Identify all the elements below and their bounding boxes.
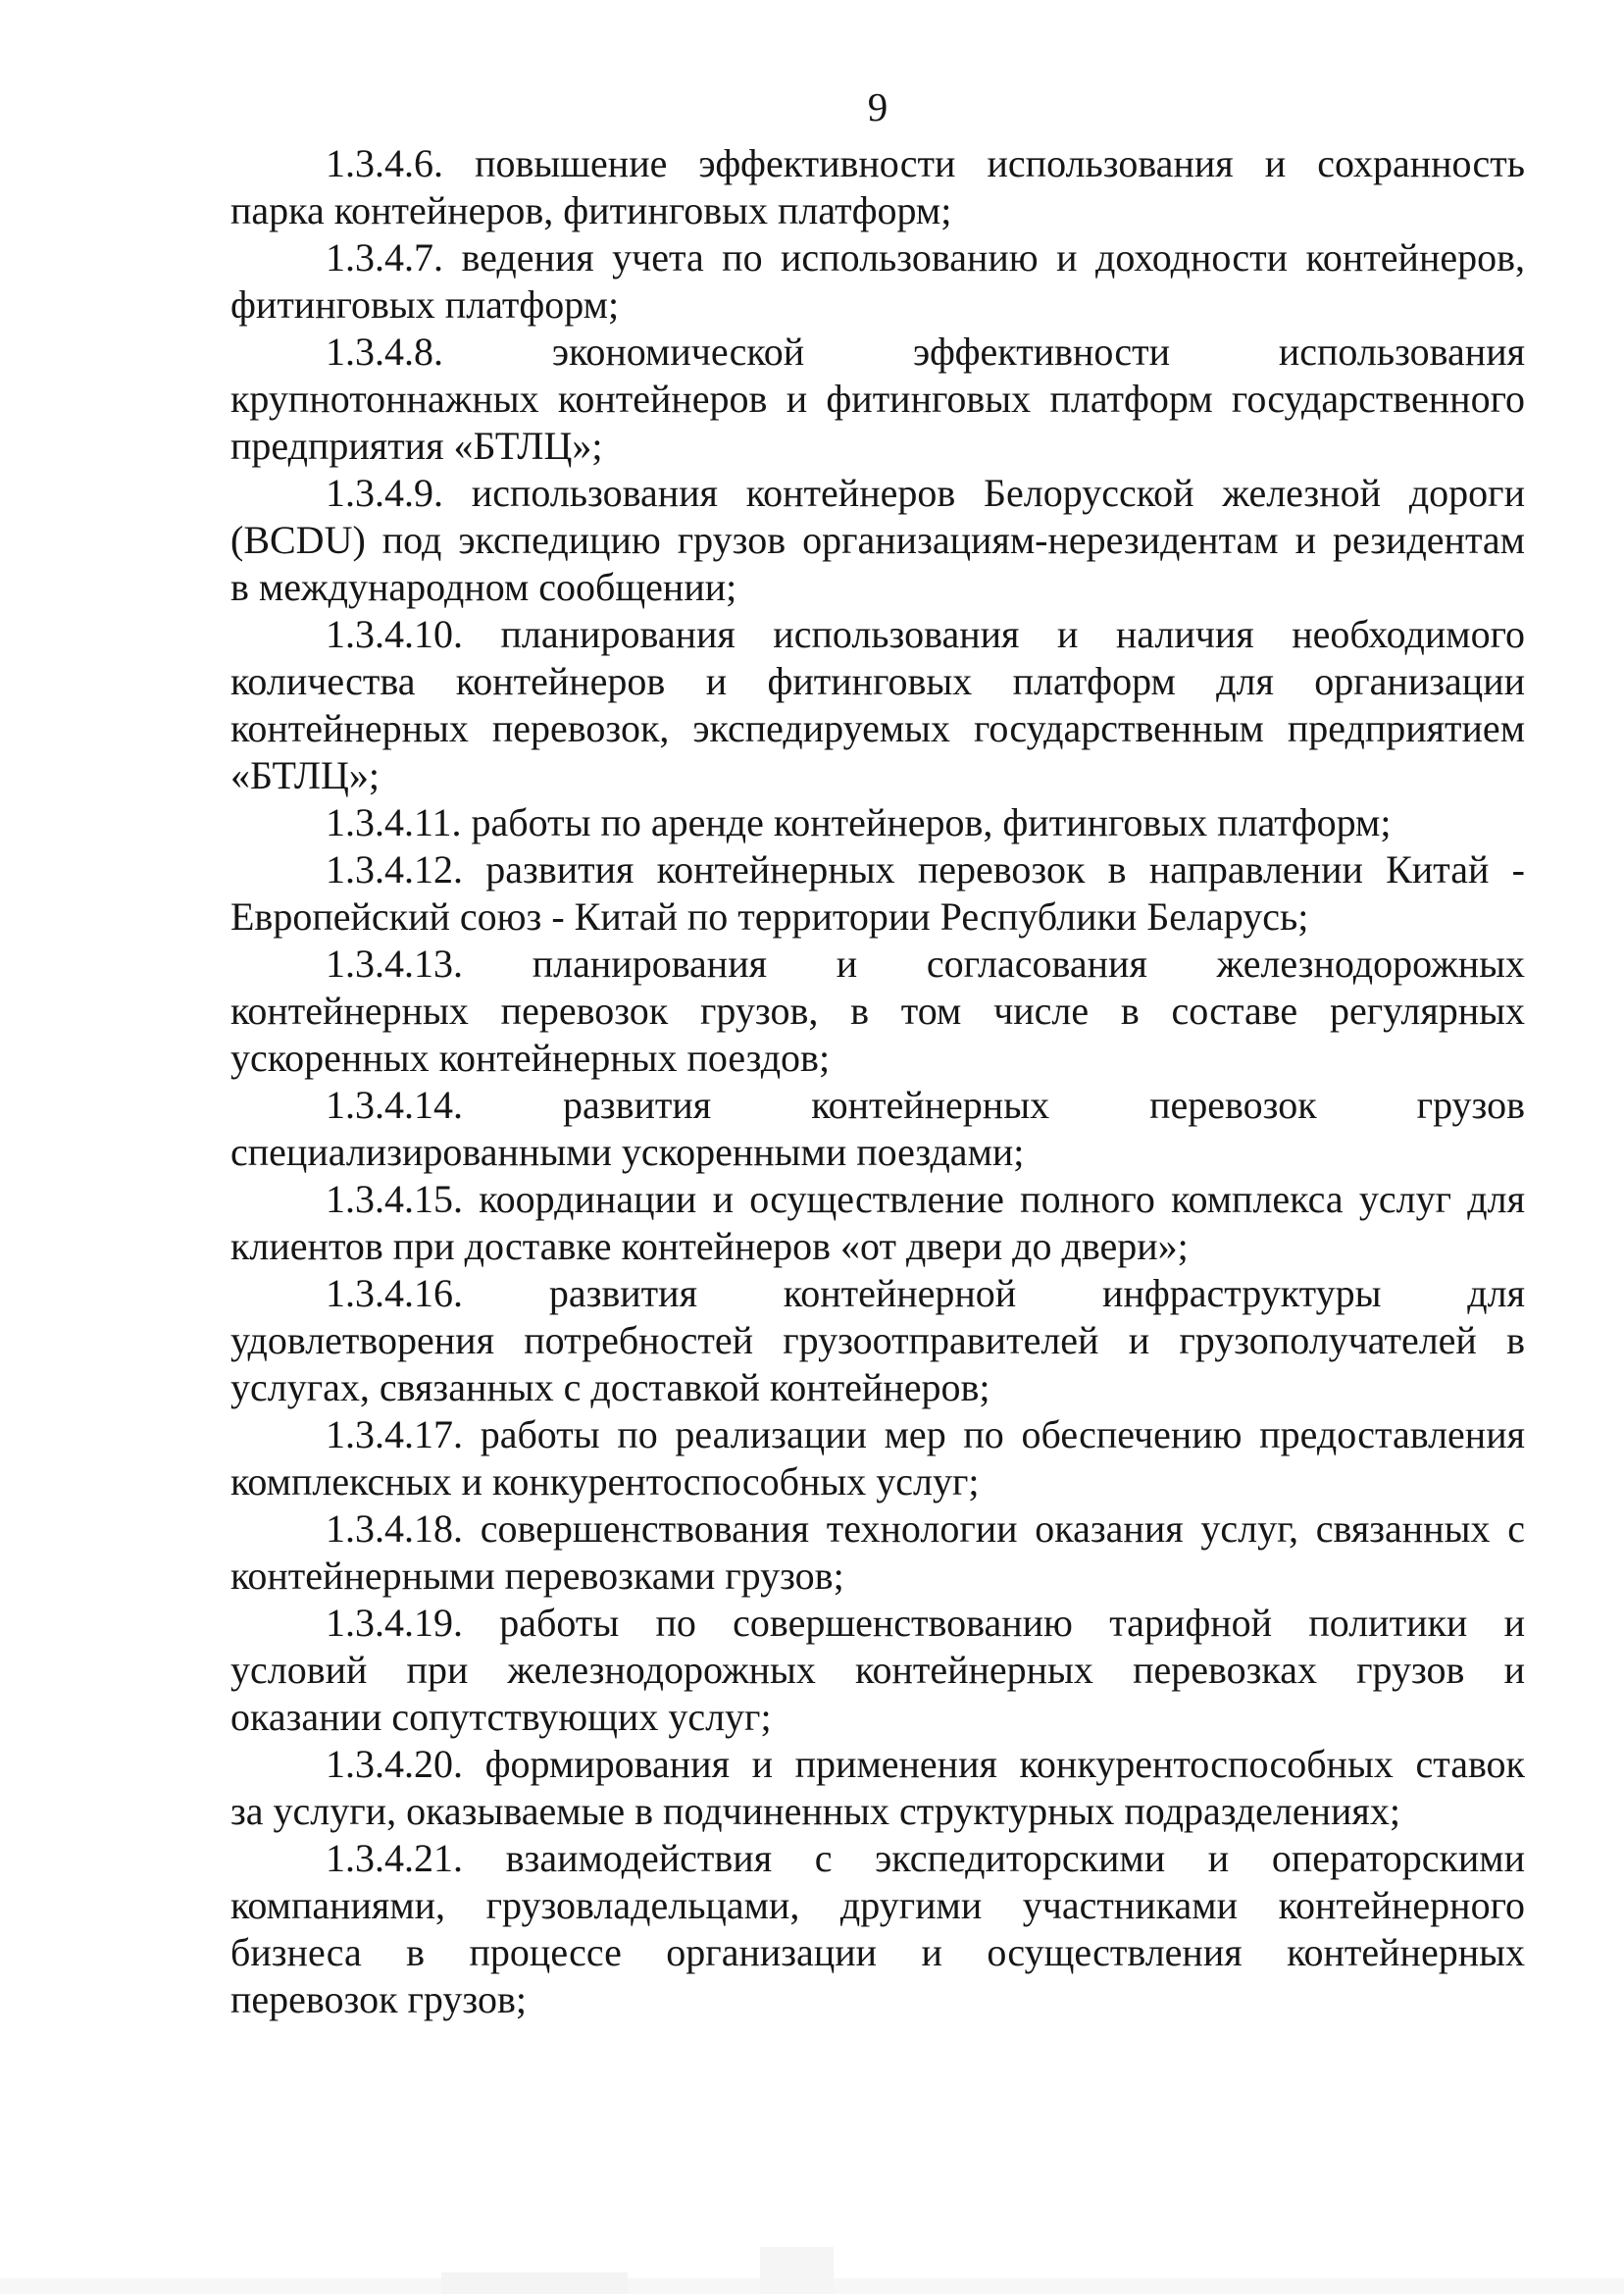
- paragraph-line: 1.3.4.18. совершенствования технологии оказания услуг, связанных с: [326, 1506, 1525, 1551]
- scan-artifact-blob: [441, 2272, 628, 2294]
- paragraph-line: крупнотоннажных контейнеров и фитинговых платформ государственного: [230, 377, 1525, 421]
- scan-artifact-blob: [760, 2247, 834, 2294]
- paragraph-line: 1.3.4.19. работы по совершенствованию тарифной политики и: [326, 1601, 1525, 1645]
- paragraph-line: условий при железнодорожных контейнерных перевозках грузов и: [230, 1648, 1525, 1692]
- paragraph-line: удовлетворения потребностей грузоотправителей и грузополучателей в: [230, 1318, 1525, 1362]
- paragraph-line: контейнерных перевозок, экспедируемых государственным предприятием: [230, 706, 1525, 750]
- paragraph-line: 1.3.4.17. работы по реализации мер по обеспечению предоставления: [326, 1412, 1525, 1456]
- paragraph-line: парка контейнеров, фитинговых платформ;: [230, 188, 952, 232]
- paragraph-line: 1.3.4.15. координации и осуществление полного комплекса услуг для: [326, 1177, 1525, 1221]
- paragraph-line: Европейский союз - Китай по территории Республики Беларусь;: [230, 894, 1309, 939]
- paragraph-line: услугах, связанных с доставкой контейнеров;: [230, 1365, 990, 1409]
- paragraph-line: 1.3.4.14. развития контейнерных перевозок грузов: [326, 1083, 1525, 1127]
- paragraph-line: клиентов при доставке контейнеров «от двери до двери»;: [230, 1224, 1189, 1268]
- paragraph-line: контейнерных перевозок грузов, в том числе в составе регулярных: [230, 989, 1525, 1033]
- paragraph-line: перевозок грузов;: [230, 1977, 527, 2021]
- paragraph-line: оказании сопутствующих услуг;: [230, 1695, 772, 1739]
- paragraph-line: «БТЛЦ»;: [230, 753, 381, 797]
- paragraph-line: 1.3.4.6. повышение эффективности использования и сохранность: [326, 141, 1525, 185]
- paragraph-line: (BCDU) под экспедицию грузов организациям-нерезидентам и резидентам: [230, 518, 1525, 562]
- paragraph-line: количества контейнеров и фитинговых платформ для организации: [230, 659, 1525, 703]
- paragraph-line: 1.3.4.8. экономической эффективности использования: [326, 330, 1525, 374]
- paragraph-line: контейнерными перевозками грузов;: [230, 1554, 844, 1598]
- paragraph-line: специализированными ускоренными поездами;: [230, 1130, 1025, 1174]
- paragraph-line: фитинговых платформ;: [230, 282, 620, 327]
- page-content: [230, 83, 1525, 2023]
- paragraph-line: в международном сообщении;: [230, 565, 737, 609]
- paragraph-line: 1.3.4.7. ведения учета по использованию и доходности контейнеров,: [326, 235, 1525, 280]
- paragraph-line: предприятия «БТЛЦ»;: [230, 424, 603, 468]
- paragraph-line: комплексных и конкурентоспособных услуг;: [230, 1459, 980, 1504]
- paragraph-line: 1.3.4.20. формирования и применения конкурентоспособных ставок: [326, 1742, 1525, 1786]
- document-body: [230, 140, 1525, 2023]
- paragraph-line: 1.3.4.11. работы по аренде контейнеров, фитинговых платформ;: [326, 800, 1392, 844]
- paragraph-line: 1.3.4.10. планирования использования и наличия необходимого: [326, 612, 1525, 656]
- paragraph-line: компаниями, грузовладельцами, другими участниками контейнерного: [230, 1883, 1525, 1927]
- paragraph-line: 1.3.4.9. использования контейнеров Белорусской железной дороги: [326, 471, 1525, 515]
- paragraph-line: бизнеса в процессе организации и осуществления контейнерных: [230, 1930, 1525, 1974]
- paragraph-line: 1.3.4.13. планирования и согласования железнодорожных: [326, 942, 1525, 986]
- paragraph-line: за услуги, оказываемые в подчиненных структурных подразделениях;: [230, 1789, 1400, 1833]
- page-number: 9: [867, 84, 888, 129]
- paragraph-line: 1.3.4.16. развития контейнерной инфраструктуры для: [326, 1271, 1525, 1315]
- paragraph-line: 1.3.4.12. развития контейнерных перевозок в направлении Китай -: [326, 847, 1525, 892]
- paragraph-line: ускоренных контейнерных поездов;: [230, 1036, 831, 1080]
- paragraph-line: 1.3.4.21. взаимодействия с экспедиторскими и операторскими: [326, 1836, 1525, 1880]
